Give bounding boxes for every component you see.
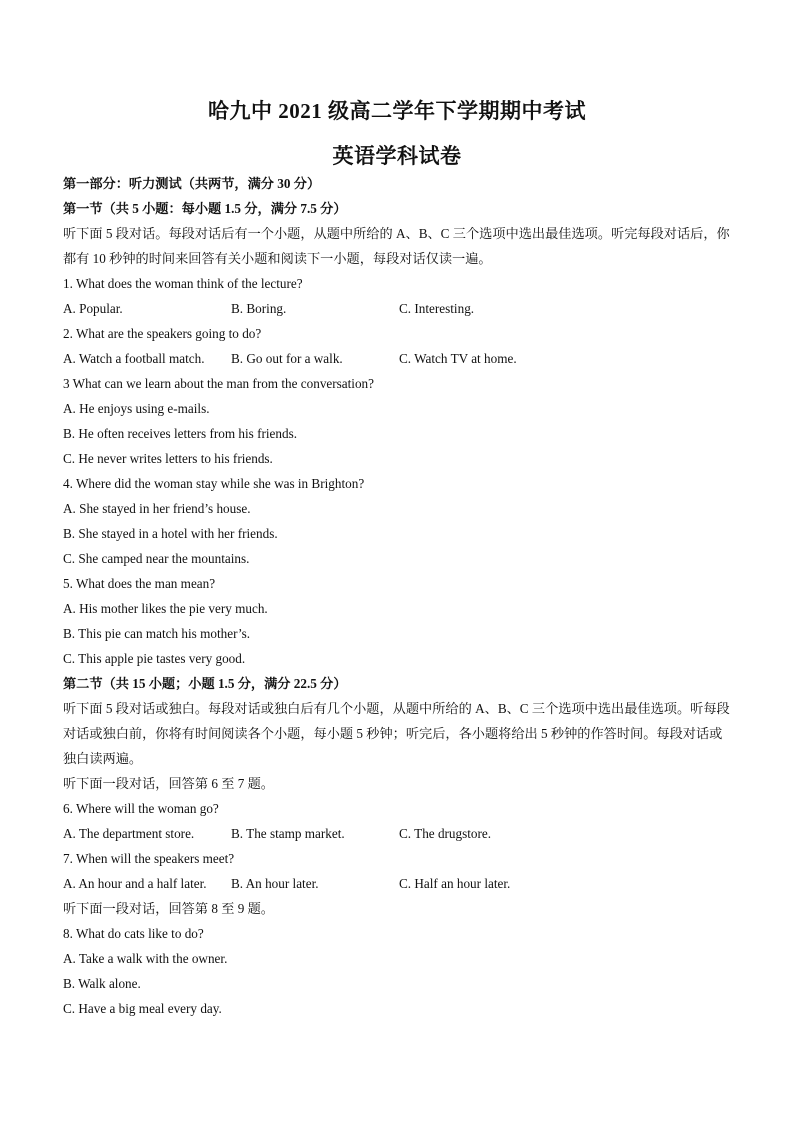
question-6: 6. Where will the woman go?	[63, 801, 219, 816]
option-b: B. She stayed in a hotel with her friends.	[63, 526, 278, 541]
option-a: A. An hour and a half later.	[63, 876, 207, 891]
option-c: C. She camped near the mountains.	[63, 551, 250, 566]
option-a: A. Take a walk with the owner.	[63, 951, 228, 966]
question-1: 1. What does the woman think of the lecture?	[63, 276, 303, 291]
part1-heading: 第一部分：听力测试（共两节，满分 30 分）	[63, 176, 321, 191]
option-b: B. The stamp market.	[231, 826, 345, 841]
option-a: A. She stayed in her friend’s house.	[63, 501, 251, 516]
option-c: C. Interesting.	[399, 301, 475, 316]
exam-subtitle: 英语学科试卷	[332, 144, 462, 168]
option-c: C. The drugstore.	[399, 826, 492, 841]
option-a: A. Popular.	[63, 301, 123, 316]
option-c: C. This apple pie tastes very good.	[63, 651, 246, 666]
exam-content	[63, 171, 733, 1021]
question-2: 2. What are the speakers going to do?	[63, 326, 262, 341]
option-a: A. Watch a football match.	[63, 351, 205, 366]
option-b: B. Walk alone.	[63, 976, 141, 991]
question-7-options	[63, 871, 733, 896]
question-1-options	[63, 296, 733, 321]
exam-title: 哈九中 2021 级高二学年下学期期中考试	[208, 99, 586, 123]
question-3: 3 What can we learn about the man from the conversation?	[63, 376, 375, 391]
option-a: A. The department store.	[63, 826, 195, 841]
option-c: C. He never writes letters to his friends.	[63, 451, 273, 466]
section1-instructions: 听下面 5 段对话。每段对话后有一个小题，从题中所给的 A、B、C 三个选项中选出最佳选项。听完每段对话后，你都有 10 秒钟的时间来回答有关小题和阅读下一小题，每段对话仅读一遍。	[63, 226, 730, 266]
option-b: B. He often receives letters from his friends.	[63, 426, 298, 441]
option-a: A. He enjoys using e-mails.	[63, 401, 210, 416]
section1-heading: 第一节（共 5 小题：每小题 1.5 分，满分 7.5 分）	[63, 201, 347, 216]
option-b: B. Go out for a walk.	[231, 351, 343, 366]
option-c: C. Watch TV at home.	[399, 351, 517, 366]
question-4: 4. Where did the woman stay while she was in Brighton?	[63, 476, 365, 491]
section2-heading: 第二节（共 15 小题；小题 1.5 分，满分 22.5 分）	[63, 676, 347, 691]
question-6-options	[63, 821, 733, 846]
option-c: C. Have a big meal every day.	[63, 1001, 222, 1016]
question-5: 5. What does the man mean?	[63, 576, 216, 591]
option-b: B. An hour later.	[231, 876, 319, 891]
dialogue-intro-8-9: 听下面一段对话，回答第 8 至 9 题。	[63, 901, 274, 916]
option-c: C. Half an hour later.	[399, 876, 511, 891]
section2-instructions: 听下面 5 段对话或独白。每段对话或独白后有几个小题，从题中所给的 A、B、C 三个选项中选出最佳选项。听每段对话或独白前，你将有时间阅读各个小题，每小题 5 秒钟；听完后，各小题将给出 5 秒钟的作答时间。每段对话或独白读两遍。	[63, 701, 730, 766]
option-b: B. This pie can match his mother’s.	[63, 626, 251, 641]
option-a: A. His mother likes the pie very much.	[63, 601, 268, 616]
option-b: B. Boring.	[231, 301, 287, 316]
question-8: 8. What do cats like to do?	[63, 926, 204, 941]
question-2-options	[63, 346, 733, 371]
question-7: 7. When will the speakers meet?	[63, 851, 235, 866]
dialogue-intro-6-7: 听下面一段对话，回答第 6 至 7 题。	[63, 776, 274, 791]
